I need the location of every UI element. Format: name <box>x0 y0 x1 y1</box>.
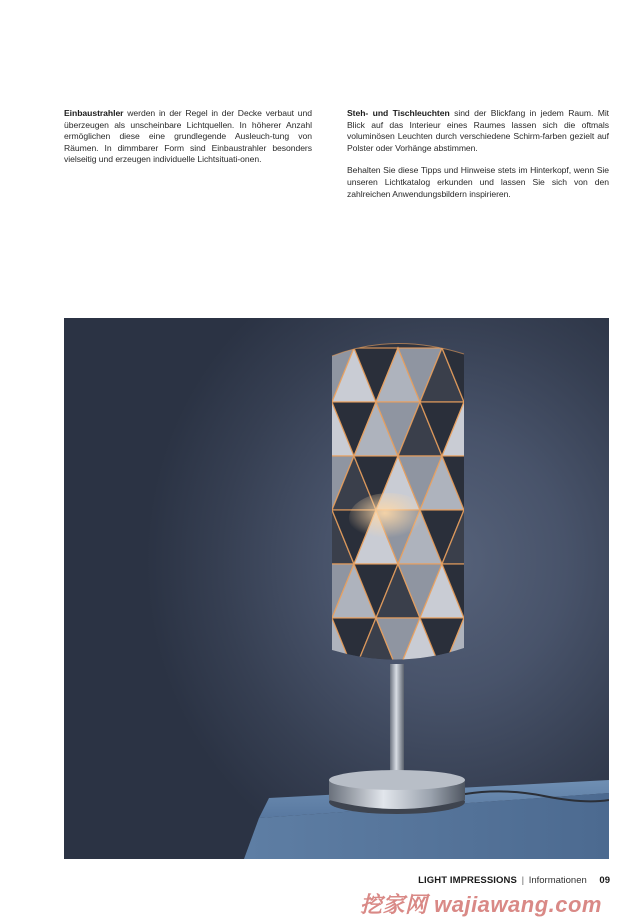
lamp-base-top <box>329 770 465 790</box>
shade-facet <box>464 672 508 726</box>
left-paragraph <box>64 108 312 166</box>
shade-facet <box>288 348 332 402</box>
left-text-column <box>64 108 312 166</box>
shade-facet <box>310 672 354 726</box>
shade-facet <box>464 510 508 564</box>
shade-facet <box>486 402 530 456</box>
page-footer <box>380 875 610 886</box>
shade-facet <box>288 564 332 618</box>
shade-facet <box>332 672 376 726</box>
shade-facet <box>486 510 530 564</box>
shade-facet <box>508 618 552 672</box>
shade-facet <box>442 672 486 726</box>
shade-facet <box>486 618 530 672</box>
watermark: 挖家网 wajiawang.com <box>360 892 602 917</box>
shade-facet <box>464 402 508 456</box>
shade-facet <box>464 618 508 672</box>
shade-facet <box>464 456 508 510</box>
footer-section: Informationen <box>528 875 587 886</box>
right-body-text: sind der Blickfang in jedem Raum. Mit Blick auf das Interieur eines Raumes lassen sich die oftmals voluminösen Leuchten durch verschiedene Schirm-farben gezielt auf Polster oder Vorhänge abstimmen. <box>347 108 610 153</box>
shade-facet <box>486 348 530 402</box>
lamp-shade <box>288 328 552 726</box>
shade-facet <box>486 564 530 618</box>
shade-facet <box>398 672 442 726</box>
right-paragraph-2: Behalten Sie diese Tipps und Hinweise stets im Hinterkopf, wenn Sie unseren Lichtkatalog erkunden und lassen Sie sich von den zahlreichen Anwendungsbildern inspirieren. <box>347 165 609 199</box>
lamp-stem <box>390 664 404 782</box>
shade-facet <box>508 402 552 456</box>
right-lead-term: Steh- und Tischleuchten <box>347 108 450 118</box>
shade-facet <box>288 456 332 510</box>
page-number: 09 <box>599 875 610 886</box>
shade-facet <box>288 672 332 726</box>
footer-brand: LIGHT IMPRESSIONS <box>418 875 517 886</box>
lamp-photo <box>64 318 609 859</box>
shade-facet <box>486 456 530 510</box>
left-body-text: werden in der Regel in der Decke verbaut und überzeugen als unscheinbare Lichtquellen. In höherer Anzahl ermöglichen diese eine grundlegende Ausleuch-tung von Räumen. In dimmbarer Form sind Einbaustrahler besonders vielseitig und erzeugen individuelle Lichtsituati-onen. <box>64 108 312 165</box>
right-paragraph-1 <box>347 108 609 154</box>
lamp-illustration <box>64 318 609 859</box>
right-text-column <box>347 108 609 200</box>
shade-facet <box>464 564 508 618</box>
shade-facet <box>464 348 508 402</box>
shade-facet <box>508 510 552 564</box>
shade-facet <box>486 672 530 726</box>
shade-facet <box>420 672 464 726</box>
footer-separator: | <box>521 875 525 886</box>
left-lead-term: Einbaustrahler <box>64 108 124 118</box>
